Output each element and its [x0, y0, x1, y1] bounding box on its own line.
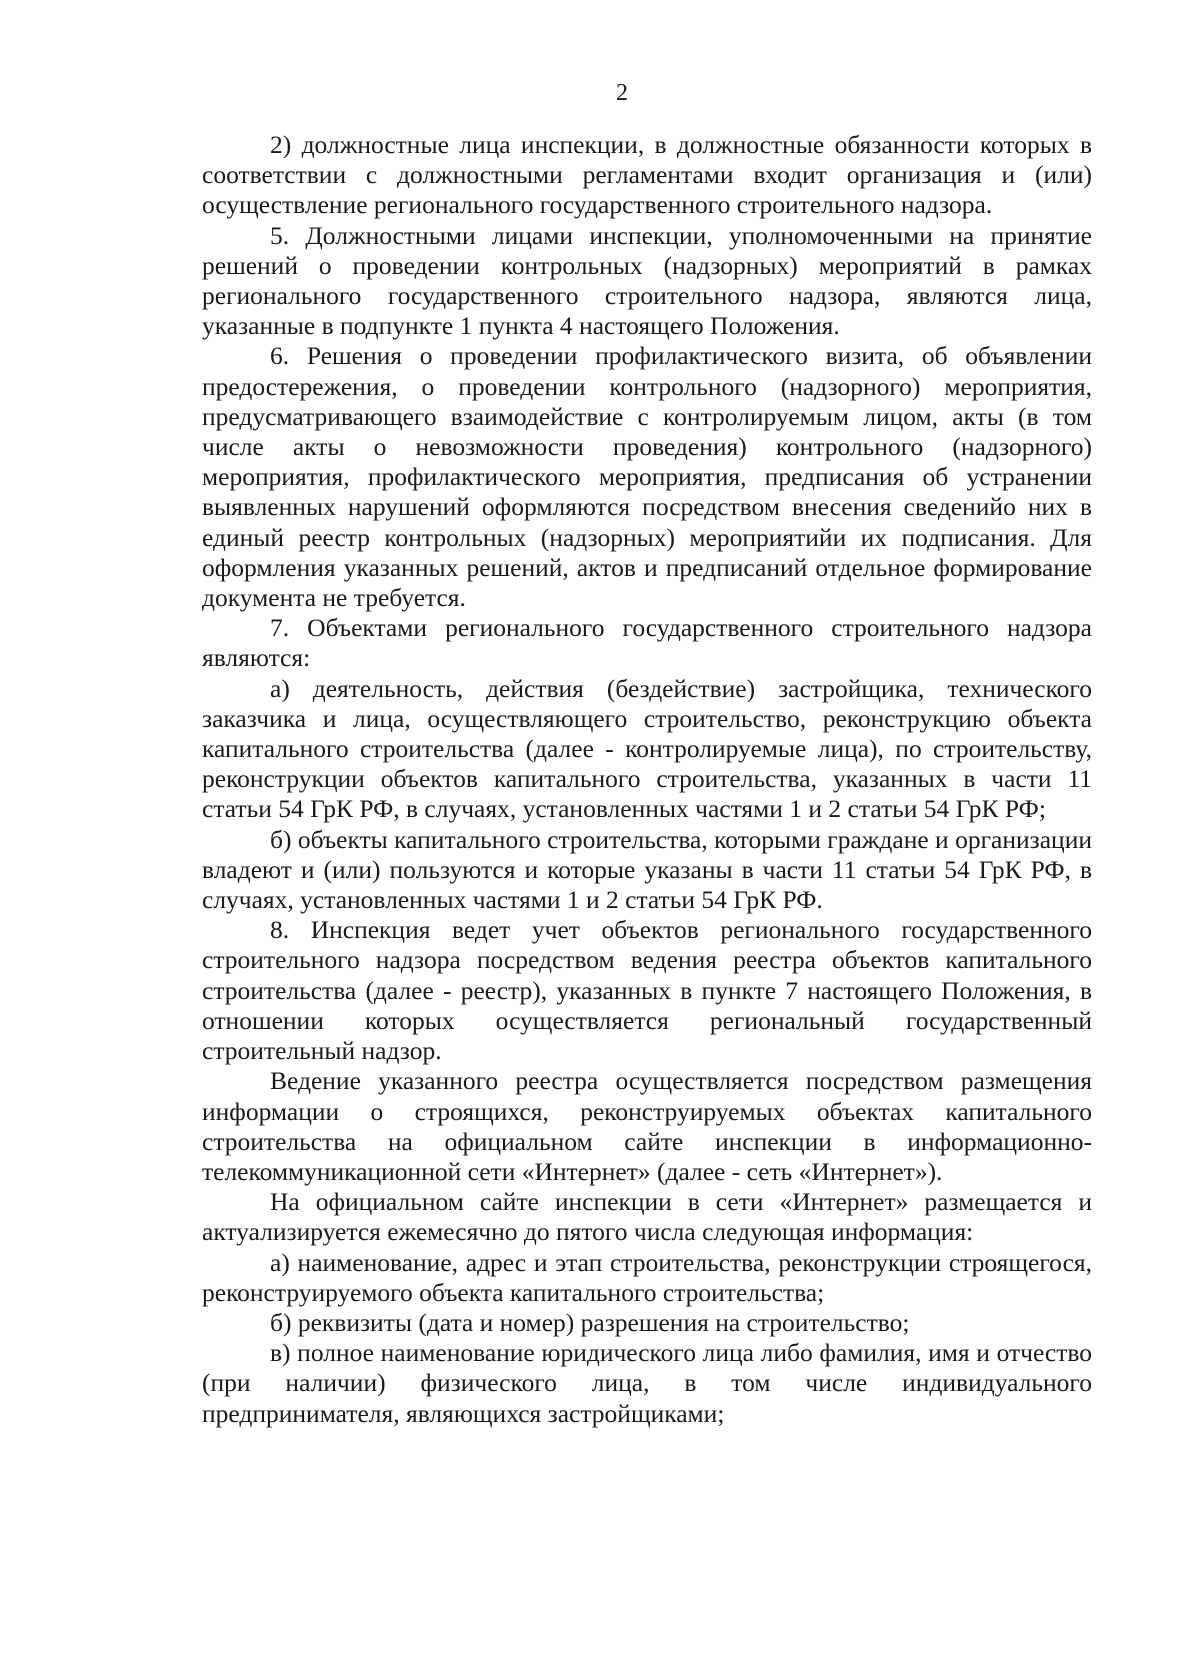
page-number: 2	[616, 80, 628, 106]
paragraph-clause-7-b: б) объекты капитального строительства, которыми граждане и организации владеют и (или) пользуются и которые указаны в части 11 статьи 54 ГрК РФ, в случаях, установленных частями 1 и 2 статьи 54 ГрК РФ.	[202, 824, 1092, 915]
paragraph-info-v: в) полное наименование юридического лица либо фамилия, имя и отчество (при наличии) физического лица, в том числе индивидуального предпринимателя, являющихся застройщиками;	[202, 1338, 1092, 1428]
paragraph-clause-8: 8. Инспекция ведет учет объектов регионального государственного строительного надзора посредством ведения реестра объектов капитального строительства (далее - реестр), указанных в пункте 7 настоящего Положения, в отношении которых осуществляется региональный государственный строительный надзор.	[202, 915, 1092, 1066]
document-body	[202, 130, 1092, 1429]
paragraph-info-a: а) наименование, адрес и этап строительства, реконструкции строящегося, реконструируемого объекта капитального строительства;	[202, 1247, 1092, 1307]
paragraph-registry-maintenance: Ведение указанного реестра осуществляется посредством размещения информации о строящихся, реконструируемых объектах капитального строительства на официальном сайте инспекции в информационно-телекоммуникационной сети «Интернет» (далее - сеть «Интернет»).	[202, 1066, 1092, 1186]
paragraph-clause-6: 6. Решения о проведении профилактического визита, об объявлении предостережения, о проведении контрольного (надзорного) мероприятия, предусматривающего взаимодействие с контролируемым лицом, акты (в том числе акты о невозможности проведения) контрольного (надзорного) мероприятия, профилактического мероприятия, предписания об устранении выявленных нарушений оформляются посредством внесения сведенийо них в единый реестр контрольных (надзорных) мероприятийи их подписания. Для оформления указанных решений, актов и предписаний отдельное формирование документа не требуется.	[202, 341, 1092, 613]
paragraph-clause-7-a: а) деятельность, действия (бездействие) застройщика, технического заказчика и лица, осуществляющего строительство, реконструкцию объекта капитального строительства (далее - контролируемые лица), по строительству, реконструкции объектов капитального строительства, указанных в части 11 статьи 54 ГрК РФ, в случаях, установленных частями 1 и 2 статьи 54 ГрК РФ;	[202, 673, 1092, 824]
paragraph-clause-7: 7. Объектами регионального государственного строительного надзора являются:	[202, 613, 1092, 673]
paragraph-info-b: б) реквизиты (дата и номер) разрешения на строительство;	[270, 1307, 910, 1337]
paragraph-subitem-2: 2) должностные лица инспекции, в должностные обязанности которых в соответствии с должностными регламентами входит организация и (или) осуществление регионального государственного строительного надзора.	[202, 130, 1092, 220]
paragraph-website-info: На официальном сайте инспекции в сети «Интернет» размещается и актуализируется ежемесячно до пятого числа следующая информация:	[202, 1187, 1092, 1247]
paragraph-clause-5: 5. Должностными лицами инспекции, уполномоченными на принятие решений о проведении контрольных (надзорных) мероприятий в рамках регионального государственного строительного надзора, являются лица, указанные в подпункте 1 пункта 4 настоящего Положения.	[202, 220, 1092, 341]
